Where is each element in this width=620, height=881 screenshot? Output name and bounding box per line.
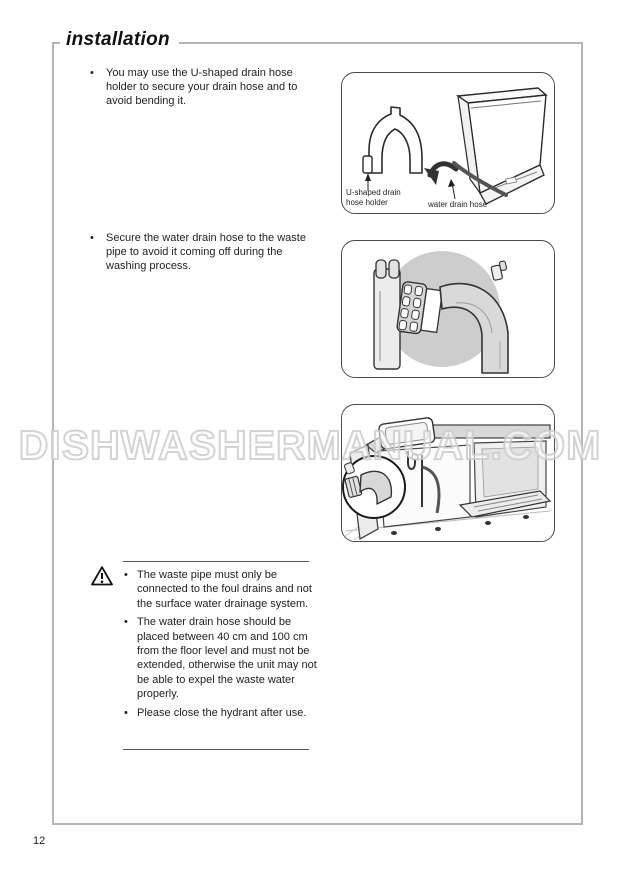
warning-divider-top xyxy=(123,561,309,562)
foot-2 xyxy=(435,527,441,531)
bullet-marker: • xyxy=(90,67,94,79)
hose-connection-illustration xyxy=(342,241,554,377)
bullet-marker: • xyxy=(124,706,128,719)
warning-item-3 xyxy=(123,706,321,720)
machine-back-drawing xyxy=(454,88,546,204)
curved-arrow-head xyxy=(424,168,439,185)
coupling-nut-drawing xyxy=(397,281,444,336)
holder-tab xyxy=(363,156,372,173)
clip-drawing xyxy=(490,261,508,281)
coupling-dot xyxy=(412,454,418,460)
figure-under-counter-installation xyxy=(341,404,555,542)
bullet-marker: • xyxy=(124,569,128,581)
label-water-drain-hose: water drain hose xyxy=(428,200,488,209)
dishwasher-inner xyxy=(482,447,538,497)
warning-icon xyxy=(90,565,114,587)
bullet-text: Secure the water drain hose to the waste pipe to avoid it coming off during the washing process. xyxy=(106,232,306,273)
warning-text: The water drain hose should be placed between 40 cm and 100 cm from the floor level and must not be extended, otherwise the unit may not be able to expel the waste water properly. xyxy=(137,616,317,701)
under-counter-illustration xyxy=(342,405,554,541)
bullet-item-2 xyxy=(88,231,318,274)
foot-3 xyxy=(485,521,491,525)
bullet-marker: • xyxy=(124,616,128,629)
drain-hose-holder-illustration xyxy=(342,73,554,213)
foot-4 xyxy=(523,515,529,519)
bullet-text: You may use the U-shaped drain hose holder to secure your drain hose and to avoid bending it. xyxy=(106,67,298,108)
sink-drawing xyxy=(378,417,435,449)
u-shaped-holder-drawing xyxy=(369,107,422,173)
warning-text: The waste pipe must only be connected to the foul drains and not the surface water drainage system. xyxy=(137,569,312,610)
foot xyxy=(391,531,397,535)
warning-item-1 xyxy=(123,568,321,611)
page-number: 12 xyxy=(33,835,46,847)
magnifier-inset xyxy=(343,456,405,518)
warning-text: Please close the hydrant after use. xyxy=(137,706,307,719)
bullet-marker: • xyxy=(90,232,94,244)
warning-item-2 xyxy=(123,615,321,701)
waste-pipe-drawing xyxy=(374,260,400,369)
bullet-item-1 xyxy=(88,66,318,109)
page-title: installation xyxy=(60,29,179,51)
figure-hose-connection xyxy=(341,240,555,378)
warning-divider-bottom xyxy=(123,749,309,750)
watermark: DISHWASHERMANUAL.COM xyxy=(18,422,602,468)
warning-list xyxy=(123,568,321,724)
label-holder-2: hose holder xyxy=(346,198,388,207)
figure-drain-hose-holder xyxy=(341,72,555,214)
label-holder: U-shaped drain xyxy=(346,188,401,197)
